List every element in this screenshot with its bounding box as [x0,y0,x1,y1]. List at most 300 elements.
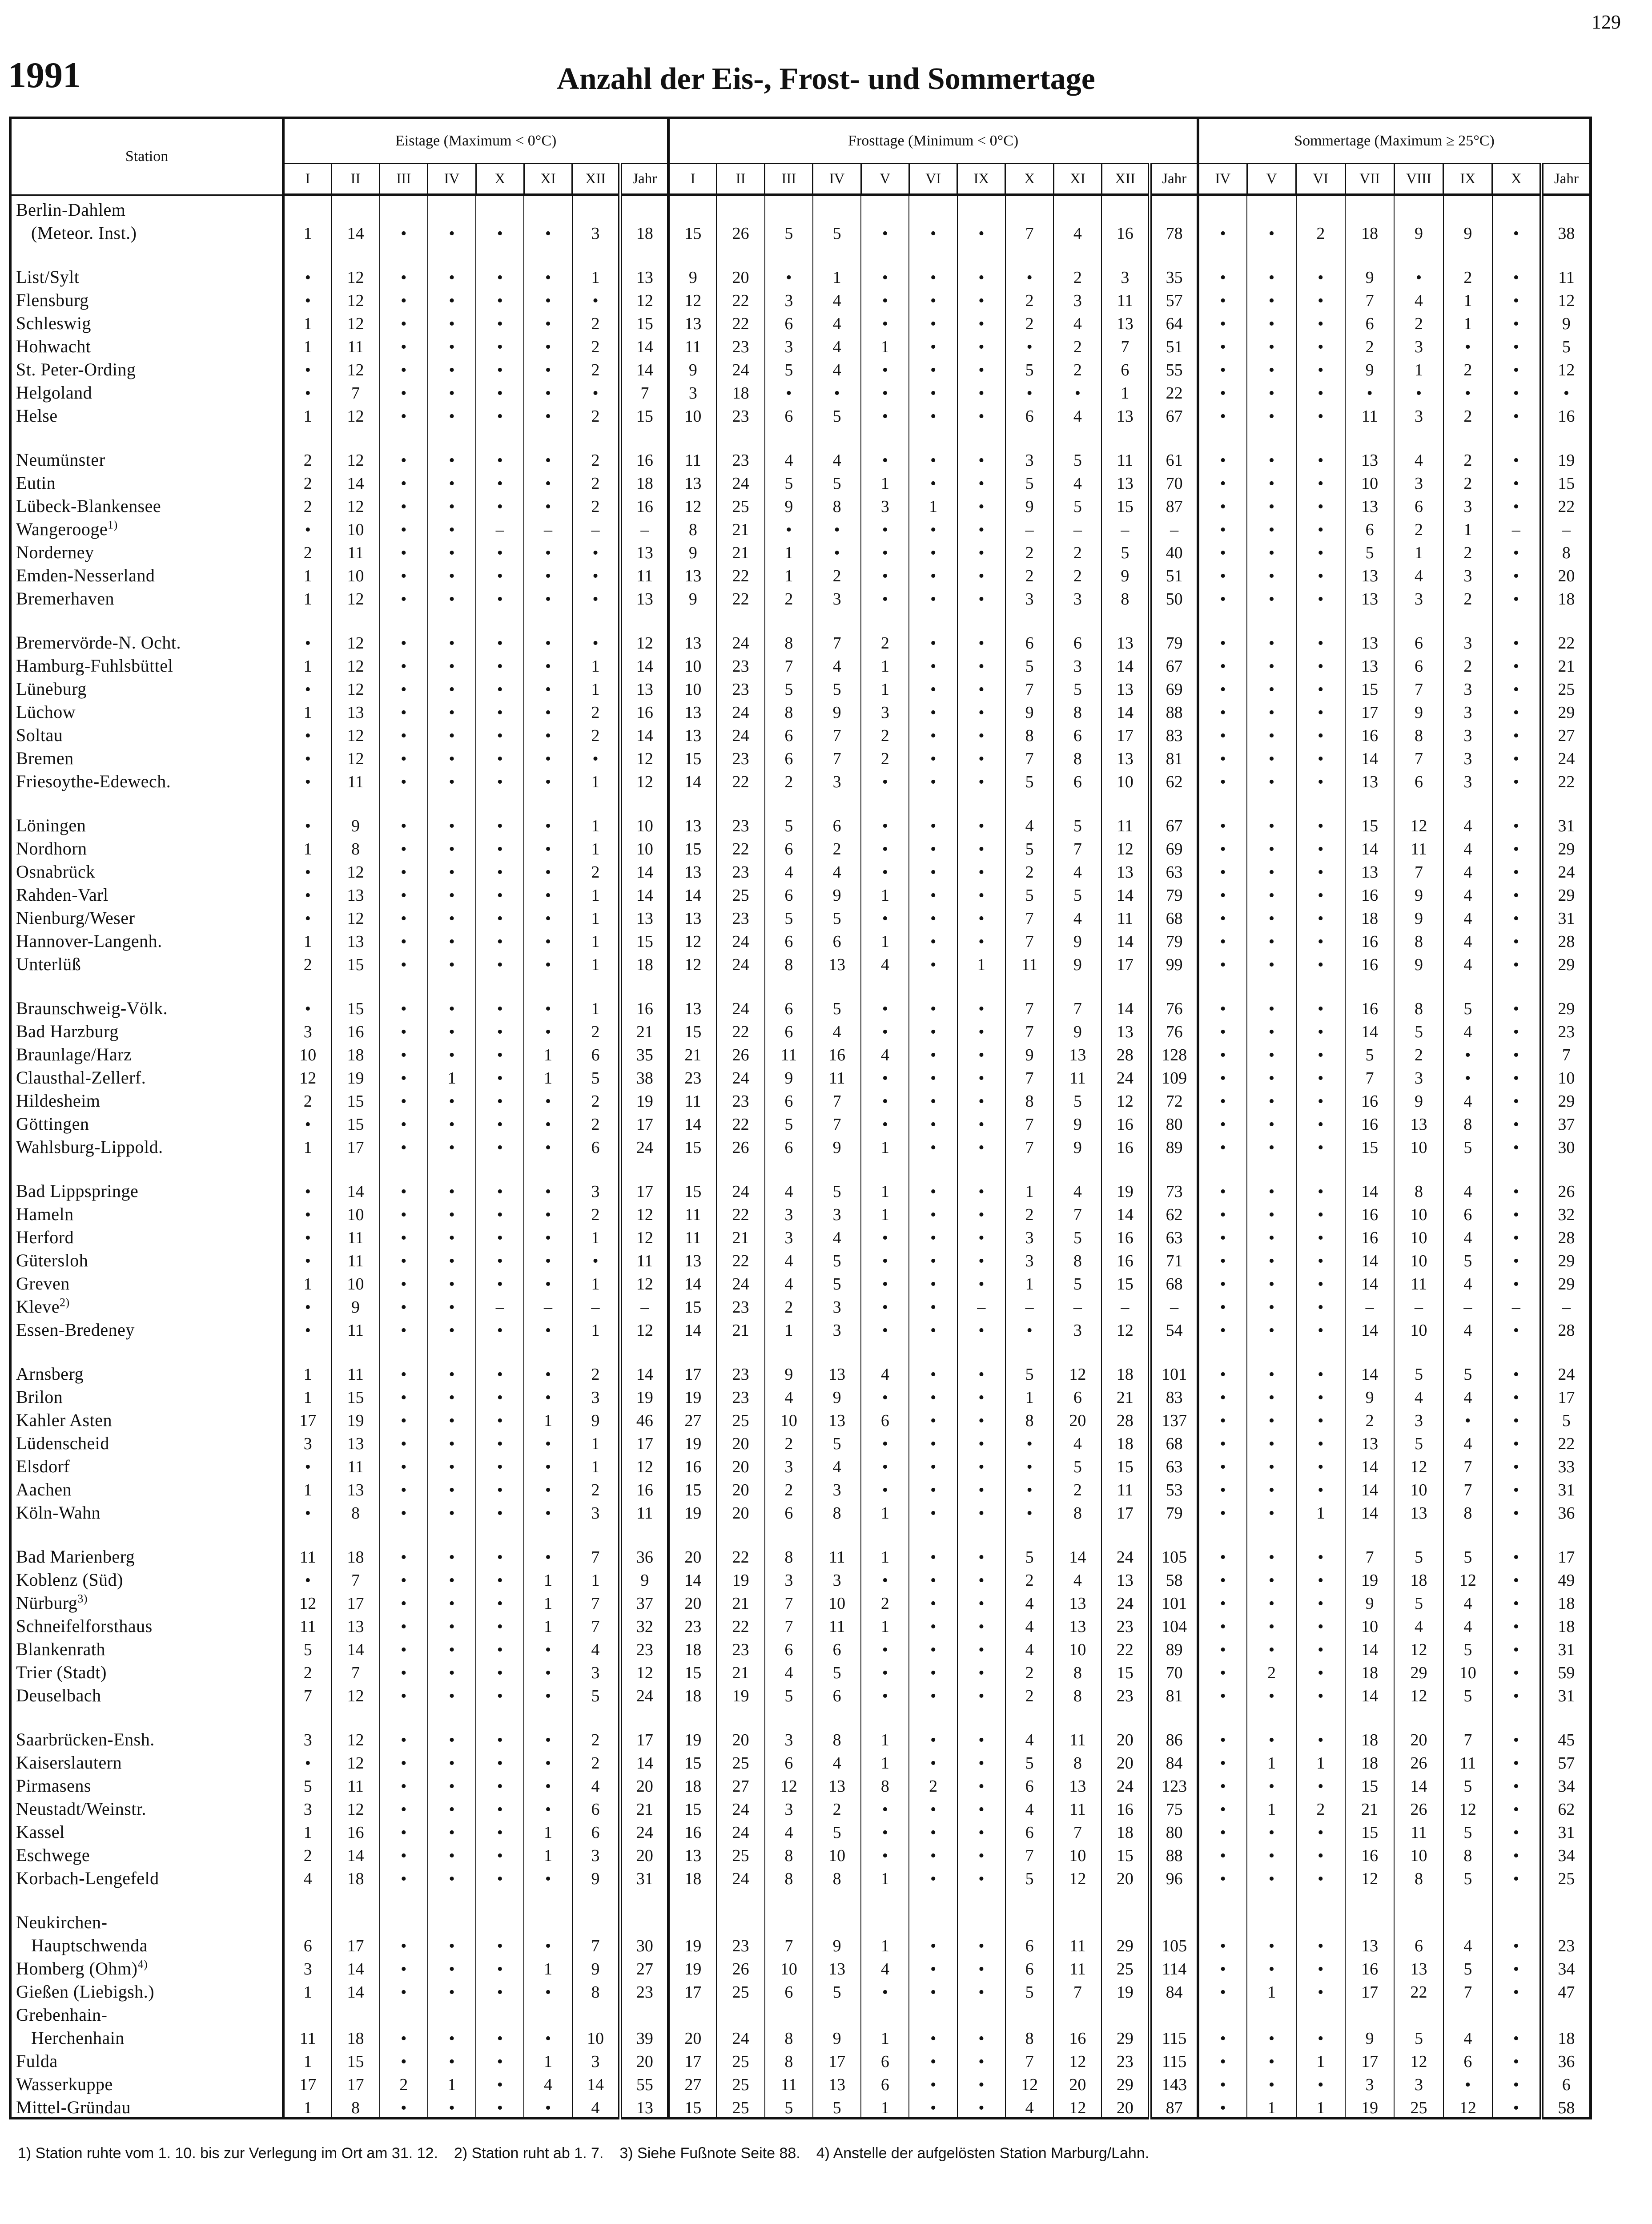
eis-month-header: III [380,164,428,195]
value-cell: 9 [1053,1110,1101,1133]
value-cell: • [957,675,1005,698]
value-cell: 11 [668,1087,716,1110]
value-cell: 21 [716,1224,764,1247]
value-cell: • [524,812,572,835]
value-cell: 15 [668,1293,716,1316]
value-cell: • [765,263,813,286]
value-cell [861,1909,909,1932]
spacer-cell [1101,1522,1150,1543]
value-cell: • [909,1612,957,1636]
value-cell: 21 [620,1018,668,1041]
spacer-cell [716,1705,764,1726]
value-cell: • [909,951,957,974]
spacer-row [10,791,1591,812]
station-name [10,927,283,951]
value-cell: • [909,2024,957,2047]
spacer-cell [283,791,331,812]
value-cell: • [428,927,476,951]
station-name-text: Norderney [16,542,94,562]
value-cell: 7 [765,652,813,675]
value-cell: 1 [765,539,813,562]
value-cell: • [1247,698,1296,721]
value-cell: 1 [283,927,331,951]
value-cell: 5 [1053,1087,1101,1110]
value-cell: 16 [620,698,668,721]
value-cell: 5 [813,1177,861,1201]
station-name-text: Kleve [16,1297,60,1317]
spacer-cell [957,1888,1005,1909]
value-cell: 1 [861,1201,909,1224]
value-cell: 21 [1101,1383,1150,1406]
spacer-cell [668,425,716,446]
value-cell: • [476,1682,524,1705]
value-cell: 4 [813,356,861,379]
value-cell: • [380,333,428,356]
value-cell [668,1909,716,1932]
value-cell: • [283,1110,331,1133]
value-cell: • [1005,263,1053,286]
value-cell: • [283,1499,331,1522]
value-cell: 24 [716,1795,764,1818]
value-cell: 29 [1394,1659,1443,1682]
value-cell: • [1492,539,1541,562]
station-name [10,1772,283,1795]
value-cell: 6 [572,1818,620,1841]
value-cell: • [1247,812,1296,835]
spacer-cell [1150,608,1198,629]
value-cell: • [476,1659,524,1682]
value-cell: 9 [1394,904,1443,927]
value-cell: 14 [1345,1682,1394,1705]
value-cell: • [428,1978,476,2001]
value-cell: • [909,1453,957,1476]
spacer-cell [1101,1888,1150,1909]
spacer-row [10,425,1591,446]
value-cell: 2 [572,492,620,516]
value-cell: 12 [331,1749,379,1772]
value-cell: 59 [1541,1659,1591,1682]
value-cell: 14 [668,768,716,791]
value-cell: 4 [1005,1726,1053,1749]
value-cell: • [1247,1133,1296,1156]
value-cell [1101,1909,1150,1932]
value-cell: 28 [1101,1406,1150,1430]
value-cell: 8 [1394,927,1443,951]
value-cell: • [428,469,476,492]
value-cell: 19 [668,1383,716,1406]
value-cell: • [1492,1360,1541,1383]
value-cell: 1 [861,652,909,675]
value-cell: 13 [1101,402,1150,425]
value-cell: • [1296,1726,1345,1749]
value-cell: • [813,516,861,539]
value-cell: • [380,1177,428,1201]
station-name-text: Neustadt/Weinstr. [16,1799,147,1819]
value-cell: 22 [716,835,764,858]
value-cell: • [524,1247,572,1270]
value-cell: 14 [1345,1476,1394,1499]
value-cell: • [524,1316,572,1339]
value-cell: 14 [331,1177,379,1201]
value-cell: – [572,516,620,539]
value-cell: • [524,1177,572,1201]
value-cell: 78 [1150,219,1198,242]
value-cell: • [1492,263,1541,286]
table-row [10,1018,1591,1041]
value-cell: • [1247,1270,1296,1293]
value-cell: 15 [668,1018,716,1041]
value-cell: 4 [1053,219,1101,242]
value-cell: 23 [716,402,764,425]
value-cell: • [476,539,524,562]
frosttage-header: Frosttage (Minimum < 0°C) [668,118,1198,164]
spacer-cell [909,1339,957,1360]
value-cell: 88 [1150,1841,1198,1865]
value-cell: • [861,1270,909,1293]
value-cell: 11 [283,1612,331,1636]
value-cell: • [476,951,524,974]
value-cell: 17 [620,1430,668,1453]
spacer-cell [1101,1705,1150,1726]
value-cell: 13 [668,995,716,1018]
value-cell: • [380,1270,428,1293]
value-cell: 25 [716,1841,764,1865]
value-cell: • [1247,1818,1296,1841]
value-cell: • [524,469,572,492]
value-cell: 4 [813,1018,861,1041]
value-cell: 16 [1345,1955,1394,1978]
value-cell: • [524,1772,572,1795]
value-cell: 24 [716,629,764,652]
value-cell: 1 [1296,2047,1345,2071]
value-cell: 31 [1541,904,1591,927]
value-cell: • [1296,1453,1345,1476]
value-cell: 25 [716,2047,764,2071]
value-cell: 115 [1150,2047,1198,2071]
value-cell: 18 [1345,1749,1394,1772]
spacer-cell [1541,1156,1591,1177]
value-cell: • [476,2071,524,2094]
value-cell: • [957,721,1005,745]
value-cell: 6 [283,1932,331,1955]
value-cell: 17 [331,2071,379,2094]
value-cell: • [1198,675,1247,698]
station-name-text: Aachen [16,1479,72,1499]
value-cell: • [957,1224,1005,1247]
value-cell [476,195,524,219]
table-row [10,1818,1591,1841]
value-cell: 4 [1443,951,1492,974]
value-cell: 14 [620,652,668,675]
station-name-text: Bad Marienberg [16,1547,135,1567]
value-cell [1492,195,1541,219]
value-cell: 20 [716,1430,764,1453]
value-cell [1150,2001,1198,2024]
spacer-cell [668,1522,716,1543]
value-cell: 23 [1101,1612,1150,1636]
value-cell: 4 [1053,469,1101,492]
value-cell: • [1198,745,1247,768]
value-cell: • [909,2071,957,2094]
spacer-cell [861,974,909,995]
spacer-cell [1296,1705,1345,1726]
value-cell: • [957,562,1005,585]
value-cell: 36 [1541,2047,1591,2071]
value-cell: 1 [572,951,620,974]
value-cell: 1 [1394,356,1443,379]
value-cell: • [1296,1818,1345,1841]
value-cell: 19 [331,1064,379,1087]
station-name [10,379,283,402]
value-cell [909,2001,957,2024]
value-cell: • [380,585,428,608]
value-cell: 29 [1541,881,1591,904]
value-cell: 8 [1443,1110,1492,1133]
value-cell: • [861,1453,909,1476]
value-cell: 3 [765,1566,813,1589]
value-cell: 15 [331,995,379,1018]
value-cell: • [1247,1316,1296,1339]
value-cell: 14 [620,881,668,904]
value-cell: 15 [1345,812,1394,835]
value-cell: 24 [716,1177,764,1201]
value-cell: 15 [668,1133,716,1156]
value-cell: 8 [813,492,861,516]
value-cell: 7 [1345,1064,1394,1087]
station-name-text: Unterlüß [16,954,81,974]
value-cell: 1 [283,1476,331,1499]
spacer-row [10,1522,1591,1543]
value-cell: 4 [572,1772,620,1795]
value-cell: • [1492,652,1541,675]
value-cell: 1 [861,2094,909,2118]
value-cell: • [861,219,909,242]
value-cell: 13 [1101,1018,1150,1041]
value-cell: 22 [1541,1430,1591,1453]
value-cell [765,2001,813,2024]
value-cell: 1 [524,1406,572,1430]
value-cell: 6 [765,1018,813,1041]
value-cell: 11 [1101,446,1150,469]
value-cell: • [1247,629,1296,652]
station-name-text: Homberg (Ohm) [16,1958,138,1978]
value-cell: • [476,1406,524,1430]
value-cell: 1 [861,1865,909,1888]
value-cell: • [1247,333,1296,356]
value-cell: • [1296,1841,1345,1865]
value-cell: • [428,539,476,562]
value-cell: 25 [716,2094,764,2118]
value-cell: 4 [1053,402,1101,425]
station-name [10,1499,283,1522]
spacer-cell [1247,425,1296,446]
spacer-cell [1394,1705,1443,1726]
value-cell: 17 [813,2047,861,2071]
value-cell: 1 [524,1955,572,1978]
value-cell: 6 [813,927,861,951]
value-cell: 5 [813,1659,861,1682]
value-cell: • [428,562,476,585]
spacer-cell [909,791,957,812]
value-cell: 8 [765,2047,813,2071]
value-cell: 6 [813,1636,861,1659]
value-cell: 25 [1541,1865,1591,1888]
spacer-cell [813,1888,861,1909]
value-cell: 1 [1296,2094,1345,2118]
value-cell: 54 [1150,1316,1198,1339]
value-cell: 8 [572,1978,620,2001]
value-cell: • [1296,1133,1345,1156]
value-cell: • [1296,1589,1345,1612]
value-cell: 12 [1443,1795,1492,1818]
spacer-cell [331,608,379,629]
value-cell: • [1492,904,1541,927]
spacer-cell [10,608,283,629]
value-cell: • [283,1201,331,1224]
value-cell: 10 [668,652,716,675]
value-cell: 62 [1541,1795,1591,1818]
value-cell: 23 [716,904,764,927]
spacer-cell [1345,1888,1394,1909]
value-cell: 8 [1053,1749,1101,1772]
value-cell: 12 [1394,2047,1443,2071]
spacer-cell [428,791,476,812]
station-name-text: Lüneburg [16,679,87,699]
value-cell: 18 [331,1041,379,1064]
value-cell: • [380,263,428,286]
value-cell: 8 [668,516,716,539]
spacer-cell [957,974,1005,995]
value-cell: 36 [620,1543,668,1566]
value-cell: 11 [620,1247,668,1270]
value-cell: 5 [1394,1589,1443,1612]
value-cell: • [861,356,909,379]
value-cell: 18 [668,1865,716,1888]
value-cell: • [428,698,476,721]
value-cell: 19 [1345,2094,1394,2118]
station-name [10,1909,283,1932]
station-name-text: Hannover-Langenh. [16,931,162,951]
value-cell: 1 [861,675,909,698]
value-cell: • [1296,1360,1345,1383]
spacer-cell [1345,1705,1394,1726]
value-cell: 8 [1541,539,1591,562]
spacer-cell [283,425,331,446]
spacer-cell [1394,608,1443,629]
value-cell: 6 [861,2071,909,2094]
value-cell: • [476,1270,524,1293]
value-cell: • [1198,629,1247,652]
value-cell: • [1247,219,1296,242]
value-cell: 1 [572,812,620,835]
value-cell: 13 [668,721,716,745]
value-cell: • [1296,2024,1345,2047]
value-cell: 23 [620,1636,668,1659]
value-cell: • [861,263,909,286]
value-cell: • [476,1566,524,1589]
value-cell: • [1492,1087,1541,1110]
spacer-cell [909,425,957,446]
value-cell: • [428,1041,476,1064]
value-cell: 25 [716,881,764,904]
value-cell: 15 [1101,1453,1150,1476]
value-cell: 5 [1541,333,1591,356]
value-cell: • [524,356,572,379]
value-cell: 5 [765,356,813,379]
value-cell: 30 [1541,1133,1591,1156]
value-cell: • [524,1087,572,1110]
value-cell: • [1198,2024,1247,2047]
value-cell: • [283,812,331,835]
value-cell: 10 [331,516,379,539]
value-cell: 17 [1541,1383,1591,1406]
value-cell: • [909,286,957,310]
value-cell: • [380,881,428,904]
value-cell: 19 [620,1087,668,1110]
spacer-cell [1296,974,1345,995]
value-cell: • [1198,1726,1247,1749]
value-cell: • [524,698,572,721]
value-cell: 8 [765,698,813,721]
value-cell: • [380,2024,428,2047]
value-cell: 7 [1005,995,1053,1018]
value-cell: 4 [813,310,861,333]
value-cell: • [380,1772,428,1795]
spacer-cell [1492,242,1541,263]
value-cell: 10 [1394,1133,1443,1156]
value-cell: 21 [716,516,764,539]
station-name-text: Mittel-Gründau [16,2097,131,2117]
value-cell: • [1247,1476,1296,1499]
value-cell: – [1541,516,1591,539]
value-cell: • [1247,1955,1296,1978]
frost-month-header: IV [813,164,861,195]
page-number: 129 [1592,11,1621,33]
value-cell: 3 [813,1316,861,1339]
value-cell: • [428,2047,476,2071]
value-cell: • [861,1430,909,1453]
value-cell: • [861,286,909,310]
value-cell: • [283,629,331,652]
spacer-cell [957,242,1005,263]
value-cell: 26 [716,1041,764,1064]
value-cell: 12 [331,1682,379,1705]
value-cell: • [380,768,428,791]
value-cell: • [524,1932,572,1955]
value-cell: • [1492,812,1541,835]
value-cell: • [380,1018,428,1041]
value-cell: • [957,835,1005,858]
station-name-text: Wangerooge [16,519,108,539]
spacer-cell [1443,425,1492,446]
spacer-cell [1492,425,1541,446]
value-cell: 72 [1150,1087,1198,1110]
spacer-cell [957,1705,1005,1726]
value-cell: 6 [572,1133,620,1156]
value-cell: • [476,698,524,721]
value-cell: 15 [668,1795,716,1818]
value-cell: 1 [861,2024,909,2047]
value-cell: 89 [1150,1133,1198,1156]
value-cell: • [380,1316,428,1339]
value-cell: • [1492,698,1541,721]
value-cell: • [1005,1453,1053,1476]
value-cell: • [1247,768,1296,791]
table-row [10,835,1591,858]
value-cell: 2 [572,1110,620,1133]
value-cell: 27 [668,1406,716,1430]
spacer-cell [1443,608,1492,629]
